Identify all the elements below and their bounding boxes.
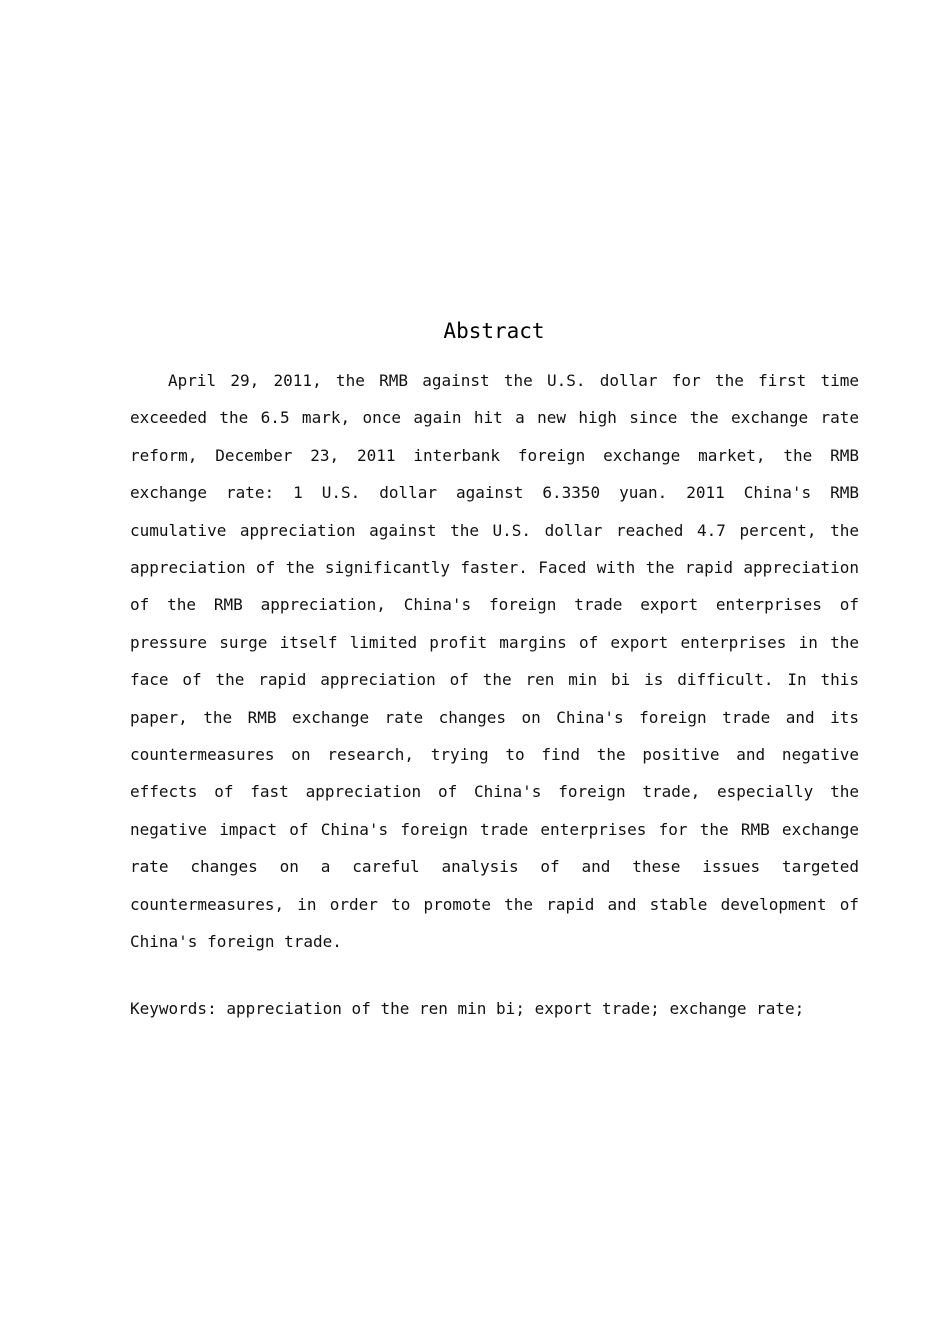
abstract-title: Abstract [443,319,545,343]
abstract-body: April 29, 2011, the RMB against the U.S. dollar for the first time exceeded the 6.5 mark, once again hit a new high since the exchange rate reform, December 23, 2011 interbank foreign exchange market, the RMB exchange rate: 1 U.S. dollar against 6.3350 yuan. 2011 China's RMB cumulative appreciation against the U.S. dollar reached 4.7 percent, the appreciation of the significantly faster. Faced with the rapid appreciation of the RMB appreciation, China's foreign trade export enterprises of pressure surge itself limited profit margins of export enterprises in the face of the rapid appreciation of the ren min bi is difficult. In this paper, the RMB exchange rate changes on China's foreign trade and its countermeasures on research, trying to find the positive and negative effects of fast appreciation of China's foreign trade, especially the negative impact of China's foreign trade enterprises for the RMB exchange rate changes on a careful analysis of and these issues targeted countermeasures, in order to promote the rapid and stable development of China's foreign trade. [130,371,859,952]
keywords-line: Keywords: appreciation of the ren min bi; export trade; exchange rate; [130,999,805,1018]
